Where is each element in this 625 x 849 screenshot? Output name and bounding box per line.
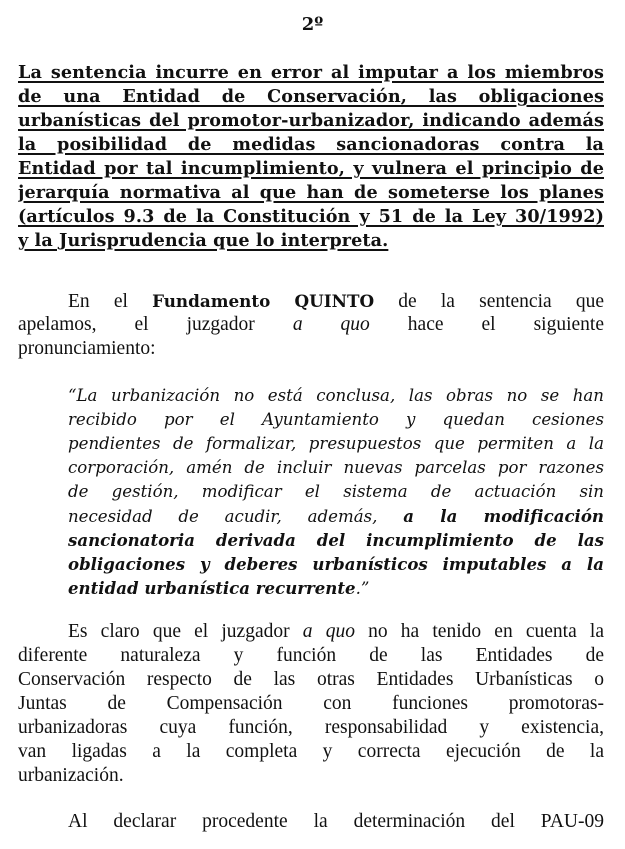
paragraph-line: urbanizadoras cuya función, responsabilidad y existencia, — [18, 717, 604, 738]
paragraph-line: pronunciamiento: — [18, 338, 156, 359]
quote-line — [68, 576, 604, 600]
text: de la sentencia que — [374, 291, 604, 312]
paragraph-line: Al declarar procedente la determinación del PAU-09 — [68, 811, 604, 832]
heading-line: urbanísticas del promotor-urbanizador, indicando además — [18, 110, 604, 131]
paragraph-line — [18, 313, 604, 337]
bold-text: a la modificación — [403, 506, 604, 526]
paragraph-line: diferente naturaleza y función de las Entidades de — [18, 645, 604, 666]
heading-line: de una Entidad de Conservación, las obligaciones — [18, 86, 604, 107]
heading-line: jerarquía normativa al que han de someterse los planes — [18, 182, 604, 203]
italic-text: a quo — [292, 314, 370, 335]
text: no ha tenido en cuenta la — [354, 621, 604, 642]
quote-line: pendientes de formalizar, presupuestos que permiten a la — [68, 434, 604, 453]
text: Es claro que el juzgador — [68, 621, 303, 642]
text: necesidad de acudir, además, — [68, 507, 404, 526]
heading-line: La sentencia incurre en error al imputar a los miembros — [18, 62, 604, 83]
text — [270, 291, 294, 312]
quote-line: corporación, amén de incluir nuevas parcelas por razones — [68, 458, 604, 477]
italic-text: a quo — [302, 621, 355, 642]
paragraph-line: van ligadas a la completa y correcta ejecución de la — [18, 741, 604, 762]
text: .” — [355, 579, 370, 598]
text: hace el siguiente — [369, 314, 604, 335]
text: En el — [68, 291, 153, 312]
bold-text: QUINTO — [294, 291, 375, 311]
quote-line: obligaciones y deberes urbanísticos imputables a la — [68, 554, 604, 574]
quote-line: “La urbanización no está conclusa, las obras no se han — [68, 386, 604, 405]
bold-text: entidad urbanística recurrente — [68, 578, 356, 598]
section-number: 2º — [301, 14, 324, 35]
quote-line: de gestión, modificar el sistema de actuación sin — [68, 482, 604, 501]
paragraph-line — [68, 289, 604, 313]
paragraph-line: urbanización. — [18, 765, 124, 786]
quote-line: sancionatoria derivada del incumplimiento de las — [68, 530, 604, 550]
heading-line: y la Jurisprudencia que lo interpreta. — [18, 230, 389, 251]
heading-line: Entidad por tal incumplimiento, y vulnera el principio de — [18, 158, 604, 179]
paragraph-line — [68, 620, 604, 644]
quote-line: recibido por el Ayuntamiento y quedan cesiones — [68, 410, 604, 429]
text: apelamos, el juzgador — [18, 314, 293, 335]
paragraph-line: Juntas de Compensación con funciones promotoras- — [18, 693, 604, 714]
paragraph-line: Conservación respecto de las otras Entidades Urbanísticas o — [18, 669, 604, 690]
heading-line: la posibilidad de medidas sancionadoras contra la — [18, 134, 604, 155]
heading-line: (artículos 9.3 de la Constitución y 51 de la Ley 30/1992) — [18, 206, 604, 227]
bold-text: Fundamento — [152, 291, 271, 311]
quote-line — [68, 504, 604, 528]
